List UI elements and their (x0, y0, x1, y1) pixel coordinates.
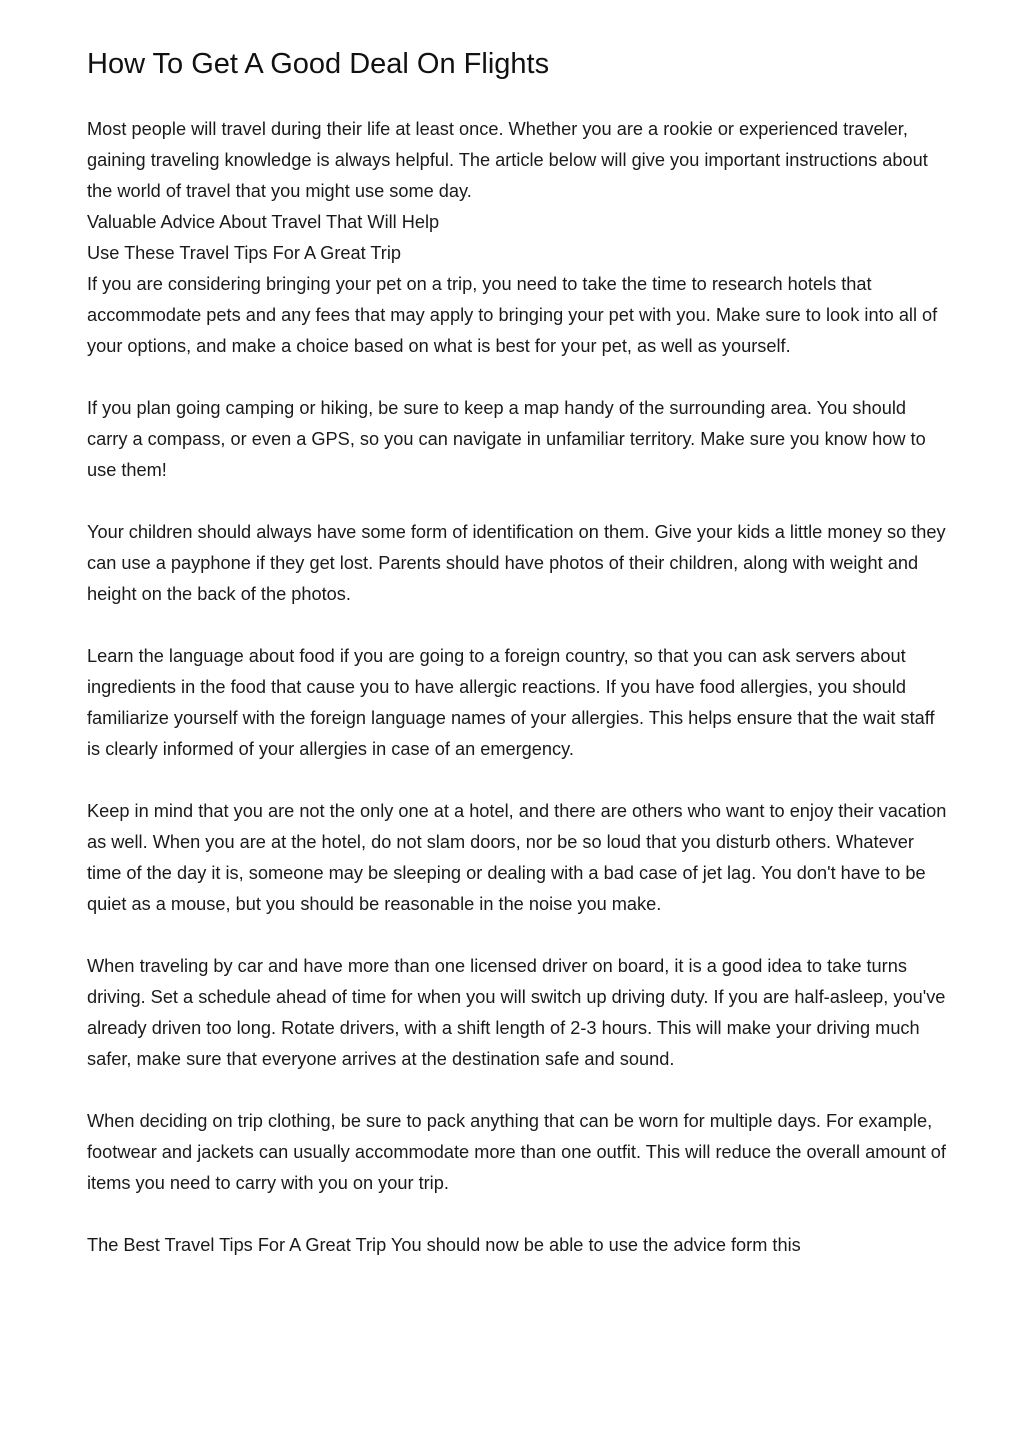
subheading-valuable-advice: Valuable Advice About Travel That Will Help (87, 212, 440, 232)
paragraph-trip-clothing: When deciding on trip clothing, be sure to pack anything that can be worn for multiple days. For example, footwear and jackets can usually accommodate more than one outfit. This will reduce the overall amount of items you need to carry with you on your trip. (87, 1111, 946, 1193)
subheading-travel-tips: Use These Travel Tips For A Great Trip (87, 243, 402, 263)
paragraph-food-language: Learn the language about food if you are going to a foreign country, so that you can ask servers about ingredients in the food that cause you to have allergic reactions. If you have food allergies, you should familiarize yourself with the foreign language names of your allergies. This helps ensure that the wait staff is clearly informed of your allergies in case of an emergency. (87, 646, 935, 759)
page-title: How To Get A Good Deal On Flights (87, 48, 550, 80)
paragraph-camping-hiking: If you plan going camping or hiking, be sure to keep a map handy of the surrounding area. You should carry a compass, or even a GPS, so you can navigate in unfamiliar territory. Make sure you know how to use them! (87, 398, 926, 480)
paragraph-hotel-noise: Keep in mind that you are not the only one at a hotel, and there are others who want to enjoy their vacation as well. When you are at the hotel, do not slam doors, nor be so loud that you disturb others. Whatever time of the day it is, someone may be sleeping or dealing with a bad case of jet lag. You don't have to be quiet as a mouse, but you should be reasonable in the noise you make. (87, 801, 947, 914)
intro-paragraph: Most people will travel during their life at least once. Whether you are a rookie or experienced traveler, gaining traveling knowledge is always helpful. The article below will give you important instructions about the world of travel that you might use some day. (87, 119, 928, 201)
article-body (87, 114, 947, 1261)
paragraph-pet-travel: If you are considering bringing your pet on a trip, you need to take the time to research hotels that accommodate pets and any fees that may apply to bringing your pet with you. Make sure to look into all of your options, and make a choice based on what is best for your pet, as well as yourself. (87, 274, 938, 356)
paragraph-children-identification: Your children should always have some form of identification on them. Give your kids a little money so they can use a payphone if they get lost. Parents should have photos of their children, along with weight and height on the back of the photos. (87, 522, 946, 604)
paragraph-closing: The Best Travel Tips For A Great Trip You should now be able to use the advice form this (87, 1235, 801, 1255)
paragraph-driving-turns: When traveling by car and have more than one licensed driver on board, it is a good idea to take turns driving. Set a schedule ahead of time for when you will switch up driving duty. If you are half-asleep, you've already driven too long. Rotate drivers, with a shift length of 2-3 hours. This will make your driving much safer, make sure that everyone arrives at the destination safe and sound. (87, 956, 946, 1069)
